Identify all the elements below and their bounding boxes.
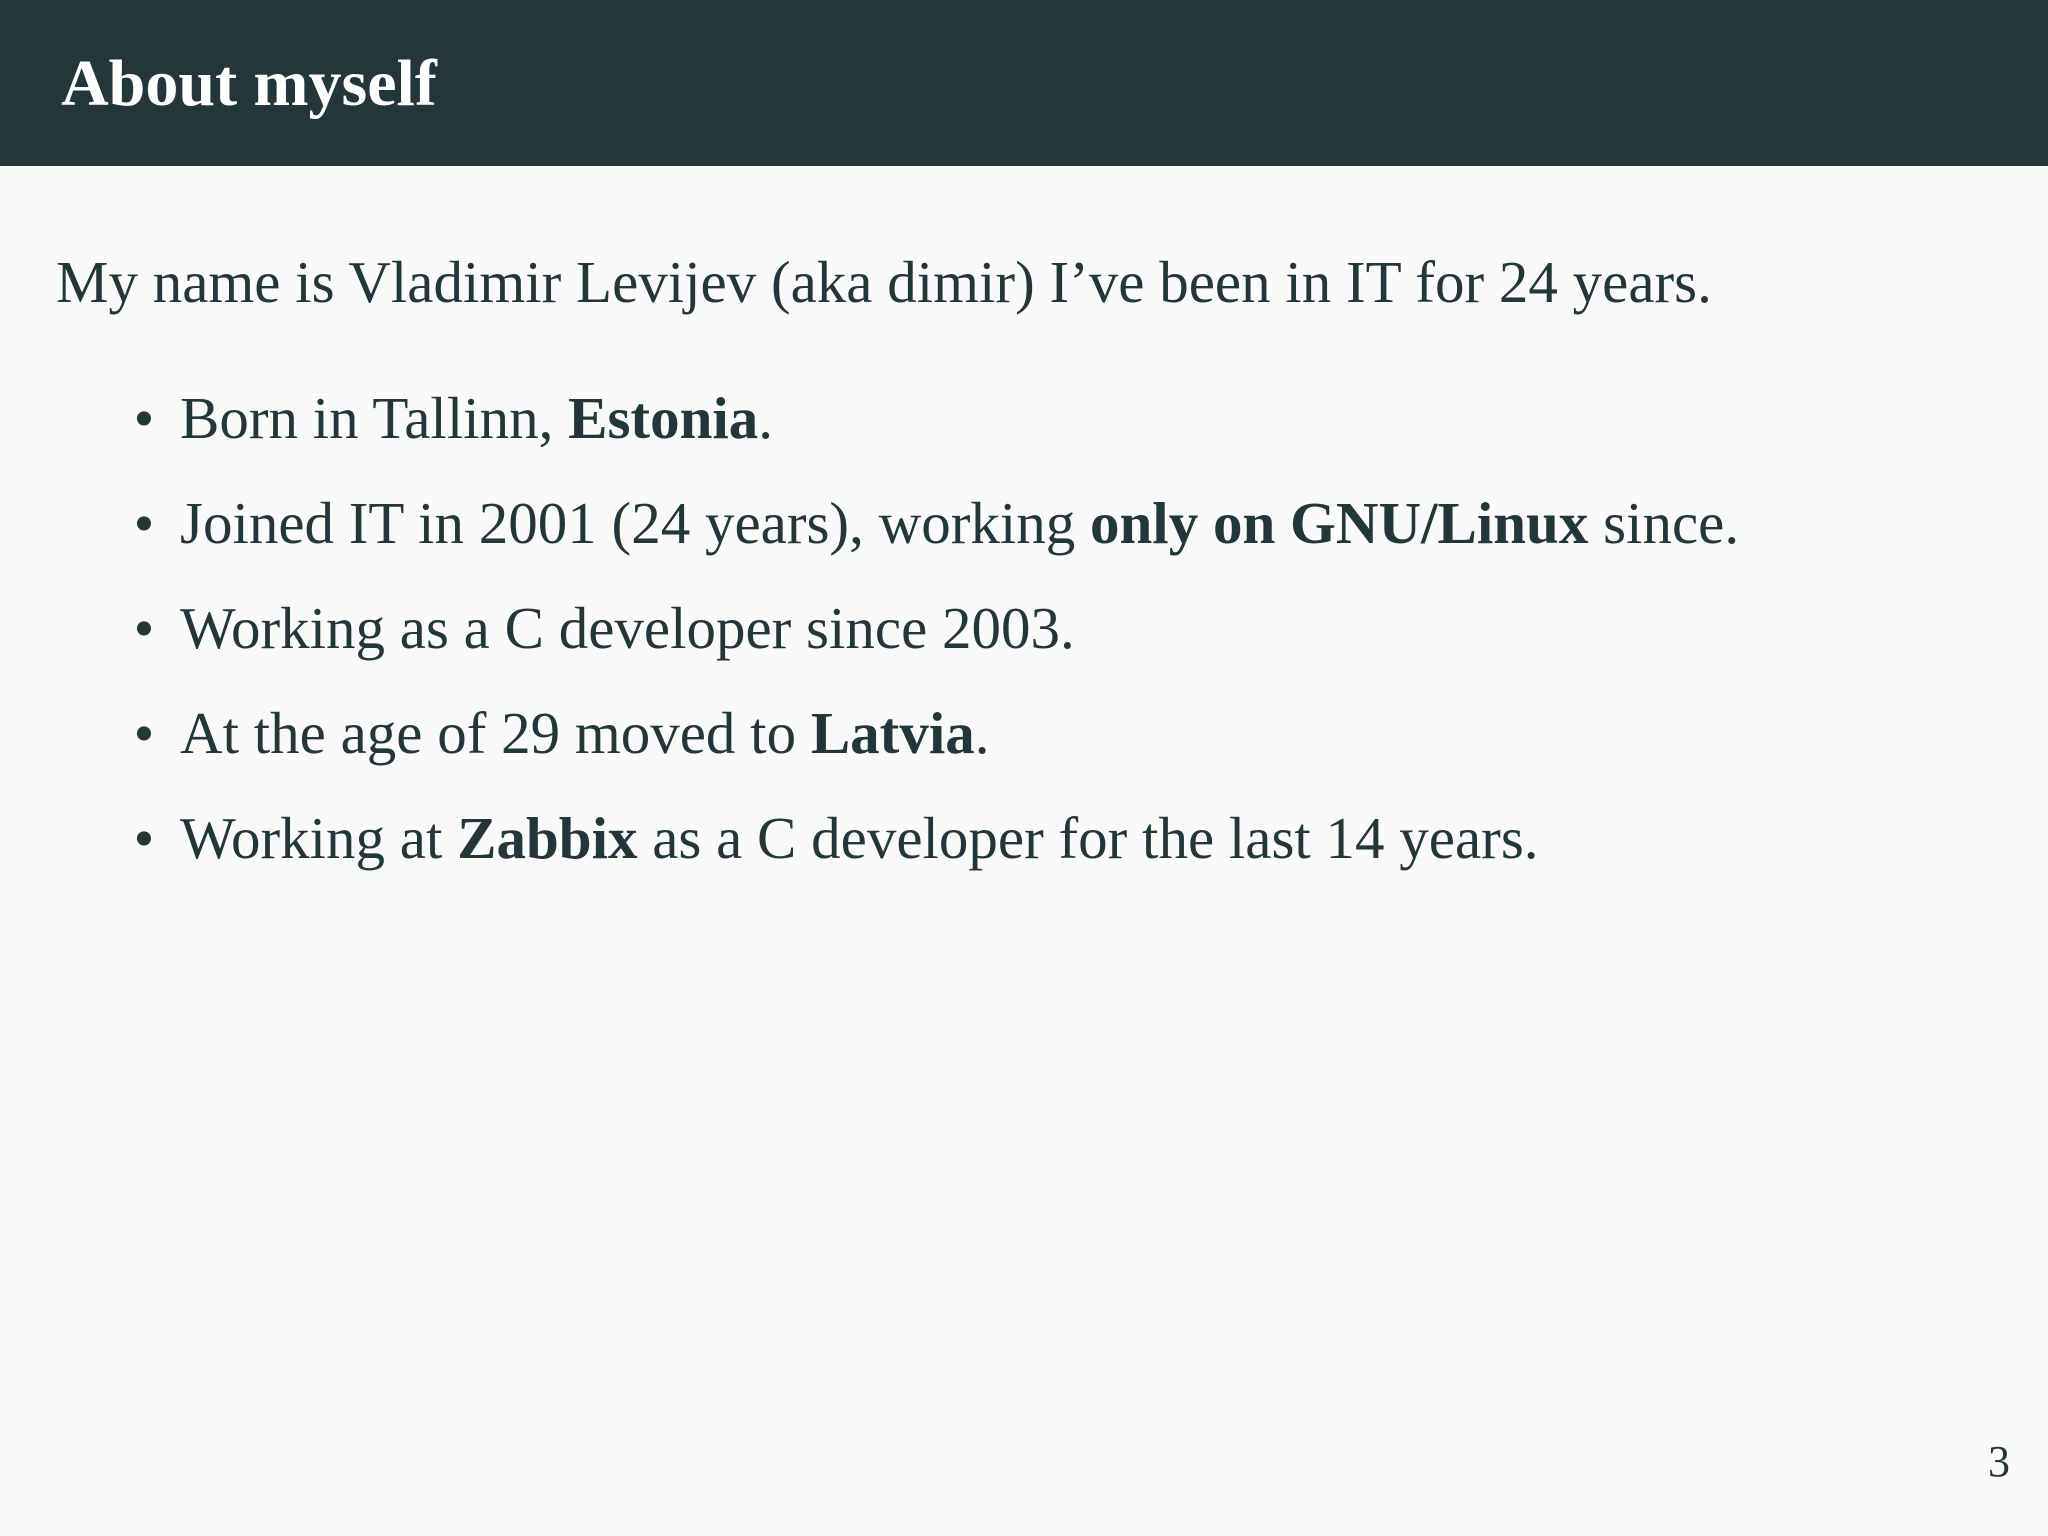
- bullet-text-plain: .: [758, 385, 774, 451]
- bullet-text: [180, 695, 989, 771]
- bullet-text-plain: Joined IT in 2001 (24 years), working: [180, 490, 1090, 556]
- page-number: 3: [1988, 1437, 2010, 1486]
- bullet-icon: •: [133, 805, 155, 871]
- bullet-icon: •: [133, 490, 155, 556]
- bullet-text-plain: Working at: [180, 805, 458, 871]
- bullet-text-emphasis: Estonia: [568, 385, 759, 451]
- intro-text: My name is Vladimir Levijev (aka dimir) I’ve been in IT for 24 years.: [56, 249, 1712, 315]
- bullet-text-plain: since.: [1588, 490, 1740, 556]
- bullet-text-plain: Working as a C developer since 2003.: [180, 595, 1075, 661]
- bullet-text-plain: At the age of 29 moved to: [180, 700, 811, 766]
- bullet-text: [180, 380, 773, 456]
- bullet-text-emphasis: only on GNU/Linux: [1089, 490, 1589, 556]
- bullet-icon: •: [133, 700, 155, 766]
- bullet-text-emphasis: Zabbix: [457, 805, 638, 871]
- bullet-text: [180, 800, 1539, 876]
- bullet-text-plain: Born in Tallinn,: [180, 385, 569, 451]
- bullet-icon: •: [133, 385, 155, 451]
- bullet-text: [180, 485, 1739, 561]
- bullet-icon: •: [133, 595, 155, 661]
- bullet-text-plain: .: [974, 700, 990, 766]
- bullet-text-plain: as a C developer for the last 14 years.: [637, 805, 1539, 871]
- bullet-text-emphasis: Latvia: [810, 700, 975, 766]
- bullet-text: [180, 590, 1075, 666]
- slide-header-bar: [0, 0, 2048, 166]
- slide-title: About myself: [61, 47, 437, 120]
